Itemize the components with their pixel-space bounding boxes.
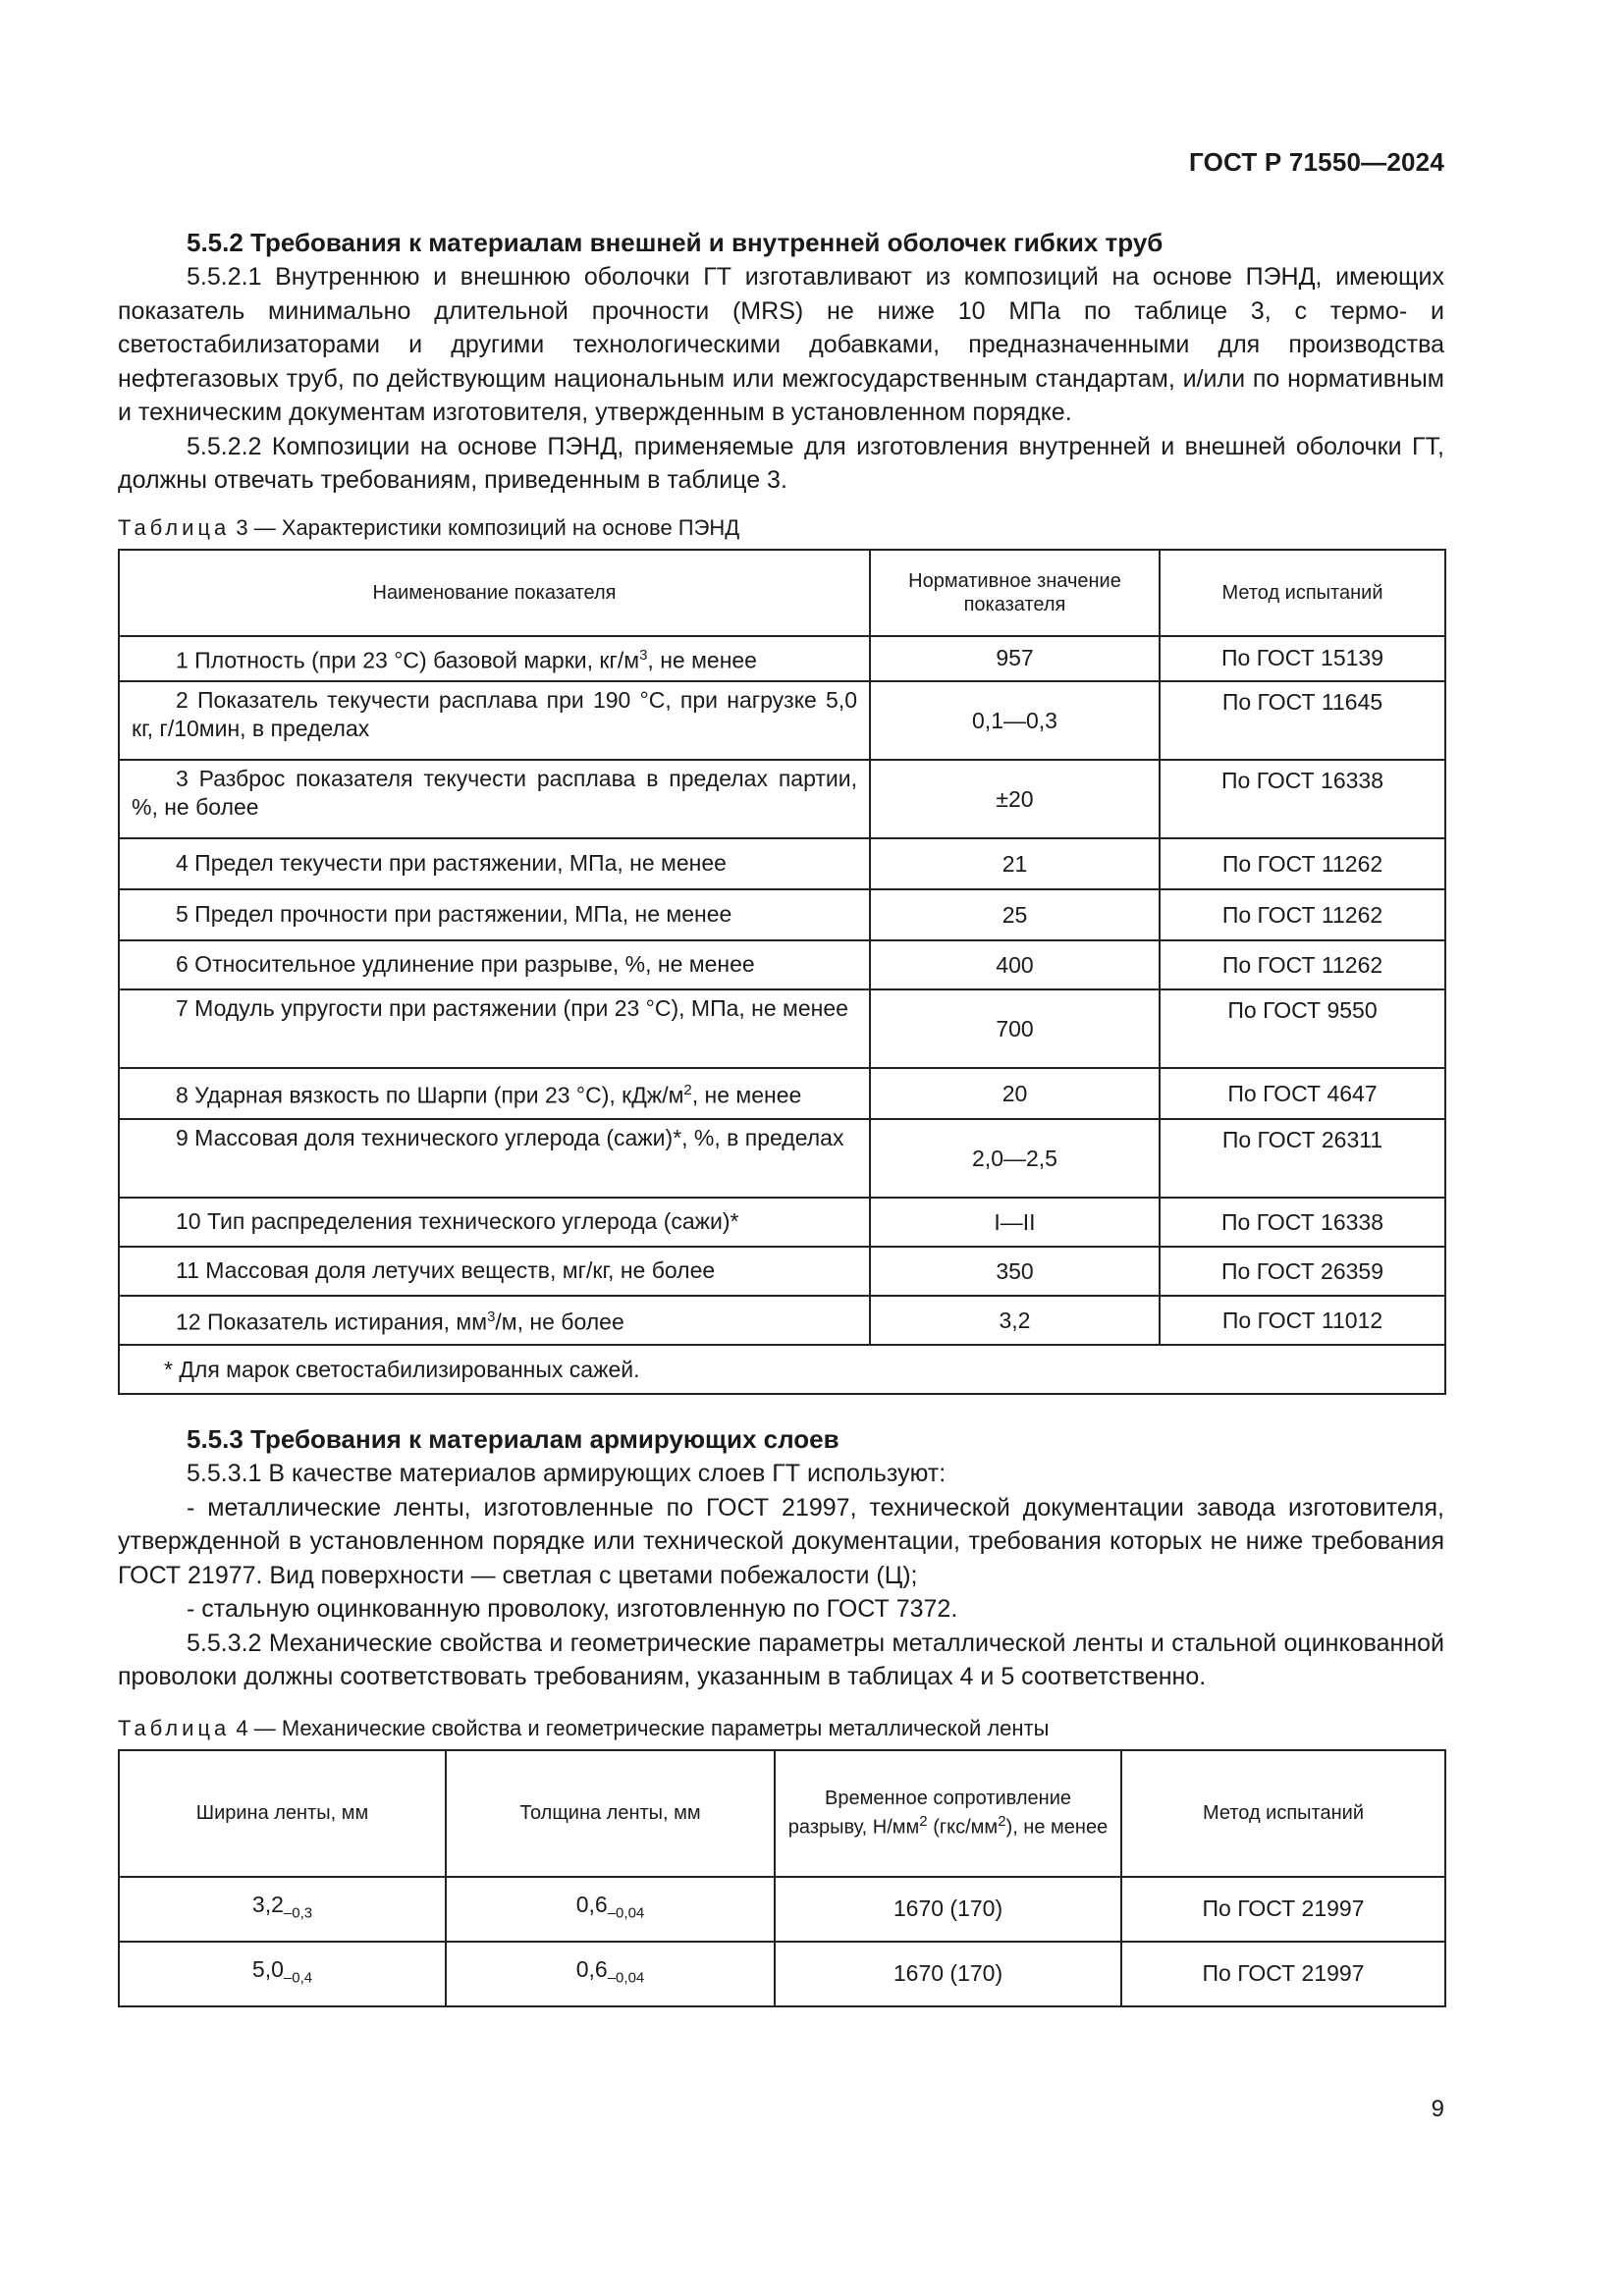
table-row: 11 Массовая доля летучих веществ, мг/кг, не более 350 По ГОСТ 26359 [119,1247,1445,1296]
table-row: 3 Разброс показателя текучести расплава в пределах партии, %, не более ±20 По ГОСТ 16338 [119,760,1445,838]
section-552-title: 5.5.2 Требования к материалам внешней и внутренней оболочек гибких труб [187,228,1164,257]
table4-header-method: Метод испытаний [1121,1750,1445,1877]
table4-header-width: Ширина ленты, мм [119,1750,446,1877]
table-row: 9 Массовая доля технического углерода (сажи)*, %, в пределах 2,0—2,5 По ГОСТ 26311 [119,1119,1445,1198]
table3-header-method: Метод испытаний [1160,550,1445,636]
table-row: 4 Предел текучести при растяжении, МПа, не менее 21 По ГОСТ 11262 [119,838,1445,889]
table4-caption: Таблица 4 — Механические свойства и геометрические параметры металлической ленты [118,1715,1050,1740]
table-row: 2 Показатель текучести расплава при 190 °С, при нагрузке 5,0 кг, г/10мин, в пределах 0,1—0,3 По ГОСТ 11645 [119,681,1445,760]
table-row: $5,0_{-0,4}$ $0,6_{-0,04}$ 1670 (170) По ГОСТ 21997 [119,1942,1445,2006]
paragraph-5522: 5.5.2.2 Композиции на основе ПЭНД, применяемые для изготовления внутренней и внешней оболочки ГТ, должны отвечать требованиям, приведенным в таблице 3. [118,432,1444,494]
page-number: 9 [1431,2096,1444,2122]
paragraph-5521: 5.5.2.1 Внутреннюю и внешнюю оболочки ГТ изготавливают из композиций на основе ПЭНД, имеющих показатель минимально длительной прочности (MRS) не ниже 10 МПа по таблице 3, с термо- и светостабилизаторами и другими технологическими добавками, предназначенными для производства нефтегазовых труб, по действующим национальным или межгосударственным стандартам, и/или по нормативным и техническим документам изготовителя, утвержденным в установленном порядке. [118,263,1444,426]
table-row: 10 Тип распределения технического углерода (сажи)* I—II По ГОСТ 16338 [119,1198,1445,1247]
paragraph-5532: 5.5.3.2 Механические свойства и геометрические параметры металлической ленты и стальной оцинкованной проволоки должны соответствовать требованиям, указанным в таблицах 4 и 5 соответственно. [118,1629,1444,1691]
table3-caption: Таблица 3 — Характеристики композиций на основе ПЭНД [118,514,740,540]
table3-footnote: * Для марок светостабилизированных сажей. [119,1345,1445,1394]
table4-header-strength: Временное сопротивление разрыву, $Н/мм^2$ $(гкс/мм^2)$, не менее [775,1750,1121,1877]
table-row: 7 Модуль упругости при растяжении (при 23 °С), МПа, не менее 700 По ГОСТ 9550 [119,989,1445,1068]
table4-header-thickness: Толщина ленты, мм [446,1750,775,1877]
table3-header-value: Нормативное значение показателя [870,550,1160,636]
paragraph-5531: 5.5.3.1 В качестве материалов армирующих слоев ГТ используют: [187,1460,947,1488]
table-row: 5 Предел прочности при растяжении, МПа, не менее 25 По ГОСТ 11262 [119,889,1445,940]
table-row: 8 Ударная вязкость по Шарпи (при 23 °С), кДж/$м^2$, не менее 20 По ГОСТ 4647 [119,1068,1445,1119]
document-header: ГОСТ Р 71550—2024 [1189,147,1444,177]
table-row: $3,2_{-0,3}$ $0,6_{-0,04}$ 1670 (170) По ГОСТ 21997 [119,1877,1445,1942]
table4 [118,1749,1446,2007]
table3-header-name: Наименование показателя [119,550,870,636]
table-row: 1 Плотность (при 23 °С) базовой марки, $кг/м^3$, не менее 957 По ГОСТ 15139 [119,636,1445,682]
table-row: 12 Показатель истирания, $мм^3/м$, не более 3,2 По ГОСТ 11012 [119,1296,1445,1345]
page-content [118,226,1444,2007]
table-row: 6 Относительное удлинение при разрыве, %, не менее 400 По ГОСТ 11262 [119,940,1445,989]
paragraph-metal-strips: - металлические ленты, изготовленные по ГОСТ 21997, технической документации завода изготовителя, утвержденной в установленном порядке или технической документации, требования которых не ниже требования ГОСТ 21977. Вид поверхности — светлая с цветами побежалости (Ц); [118,1493,1444,1589]
section-553-title: 5.5.3 Требования к материалам армирующих слоев [187,1424,839,1455]
paragraph-steel-wire: - стальную оцинкованную проволоку, изготовленную по ГОСТ 7372. [187,1595,958,1624]
table3 [118,549,1446,1396]
